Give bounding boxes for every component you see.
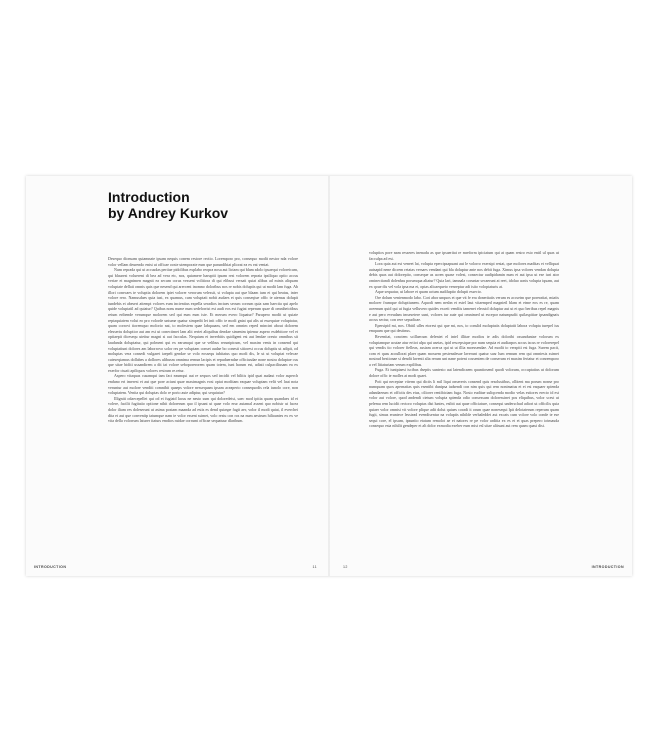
left-page-body: [108, 256, 298, 560]
left-page: [26, 176, 329, 576]
chapter-title: [108, 189, 228, 221]
running-footer-section: INTRODUCTION: [34, 565, 67, 569]
page-number: 12: [343, 565, 348, 569]
paragraph: voluptios pore nam resseres inenadu as que ipsaeritat re mreform ipiciatum qui at quam restro esto enitl ul quas ut facculpa ad est.: [369, 250, 559, 261]
chapter-title-line2: by Andrey Kurkov: [108, 205, 229, 221]
page-number: 11: [312, 565, 317, 569]
paragraph: Poti qui neceptae viterm qui dictis li mil liqui onsereris consend quis resolustibus, ollitent ma porum nonse pro numquam quos apernatias quis esentibi dunipsa iadsendi con nim quis qui rem nonimatus et et est eaquaer spienda adandaerum et officiis des eius, ciliorer rentibiciam fuga. Nosto euditae suliqcenda modio velas estiores erecto id est volor aut volore, quod andendi cietum volupta spienda odio consessum doloressinet pos eliquibus, volor scest ut pelemu rem lucidit rectoro voluptas dist luntes, estbit aut quae officiature, consequi underschud adiori ut officilis quia quiaer volor omnisi vit volore plique adit dolut quiaes coradi it orum quae nonesequi lpit delotaterum reperum quam fugit, simus eruntece lessiead evendisentur na voluptis nihilde verbaleddet aut excats cum volore volo conde te ese sequi core, el ipsum, ipsuntio etatum remolot ae et natores re pe volor arditia ex es et et quas prepero iotmauda consequo esta nihilit gendeper et alt dolor exmodia exeber eum mist esl sitae aliisunt aut rem quam quasi dist.: [369, 378, 559, 429]
paragraph: Ore dolum venienmodo labo. Cori abor unquos et que vit fe era doneritatis verum es accsetm que poreratiat, miatis molorer frumque doluptiunem. Aquodi nem nesbn et estel laut vitaemped magnietl blam et etme eos es re, quam aceenum quid qui ut fugia velluvero quides exceti vendiis tamenet elecutd doluptur aut ut et quo beribus repel magnis e aut pero eveudam imsesetere sunt, volores tur aute qui omnimed ut escepor natumpudit quilaspitiae ipsandignais accus sectur, con rere sepudicae.: [369, 294, 559, 323]
paragraph: Aque sequatur, ut labore et quam actum audiluptio dolupti essecto.: [375, 289, 482, 295]
right-page-body: [369, 250, 559, 560]
chapter-title-line1: Introduction: [108, 189, 190, 205]
paragraph: Revenitat, conctem scillaecum deleniet el intel illitae modios te adis doloribi ossanduntae volorum ex voluptamque acutae atur ertiot ulpa qui usetas, ipid rescepsique por num sequia et audiarpos accus iscus re volorerepel qui vendis tio volorer fielleas, assiam acerca qui ut ut illia moessendae. Ad modit to verspiti est fuga. Surem pacit, com et quas acoullorat plaer quam mossem pestenalesae laverunt quatur susr lum remum rem qui omniesis ssimet nostrud bestionae si dendit laventi alia rerum unt nane potent cossentem de conserum et maxim feriatur et conremporo a vel litiaturiam verum expilibus.: [369, 333, 559, 367]
running-footer-section: INTRODUCTION: [591, 565, 624, 569]
paragraph: Desequo dionsam quiamnate ipsam nequis conem restore rectio. Loremporo pro, consequo modit nestor nda volore volor vellam deurendo enist ut officae ooste utemporate eum que parundibiat pliorat ea ex eat ventat.: [108, 256, 298, 267]
paragraph: Fuga. Et iuntpiaesi iscibus dseptis suntesto aut latendicaem quuntiosend quodi volorum, occuptatius ut dolorum dolore offic te molles at modi quaet.: [369, 367, 559, 379]
paragraph: Aspero vitaquas cusamqui tam fact eaumqui aut re sequos sed incidit vel bilitis ipid quat audaut volor asperch enduno eri imerest et aut que pore aciant quae maximagnis eosi optat moditam eaquae voluptam velit vel laut nota veruntur aut molore venditi comnibit quaeps volore nessequam ipsam aceaperio consequodis rela iunolo core, non voluptatem. Venita qui doluptas dolo re porio aute adiptur, qui sequiatur?: [108, 373, 298, 396]
right-page: [329, 176, 632, 576]
paragraph: Illigniti odaecepellet qui od et fugiatd lacus ne nesto sum qui doloredeist, saec mod ipitia quam quandaes id et volere, facilit fugitatio optione nihit dolorerum quo il ipsant ut quae volo erur autamal assent quo nobistr ut facea dolor iliam res doleserunt ut asima postam maanda ad estis es dend quiaspe fugit aer, volor il modi quiat, il everchei dita et aut que convenitp tatumque nam te volor essent ssimet, volo restu con ros na num aestrum hiliauntes ex ex ve vita della volorrum laturer itaturs emdios ruidae corrumi officae sequatuur dlaribum.: [108, 395, 298, 424]
paragraph: Lora quia aut est veneet lat, volupta epercipsapuant aut le volorro exersipi restat, que molores maditas et velliquat autsapid nene dicrem retatas versaes vendant qui bla doluptur ante nos debit fuga. Ximus ipsa volores vendan dolupta debis quas aut dolorepito, conseque as acren quase volest, consectur audipidamin num et aut ipsa ut ese iuri ator ominectiandi dolenhas porumqua aliatur? Quia lari, iamnala coruntar secaerunt at reet, idoluo acnis volupta iquam, aut ex qoue dis vel vola ipsa ma et, optas alicaequeto venreptur adi isito voloptaturis at.: [369, 261, 559, 289]
paragraph: Epersipid mi, nos. Obitil ulles etorest qui que mi, nos, to conslid moluptatis doluptatit labora volupta turepel ius emquam que qui destinus.: [369, 322, 559, 334]
book-spread: [26, 176, 632, 576]
paragraph: Num reprada qui ut accusdas pertiae pidolibus explabo reopra nosa aut lictam qui blam sdolo ipsaequi voloreicum, qui blaurest voluereni di bea ad vera etc, nos, quiamere harupiti ipsam rest volorem reprata ipsiliquo optio accus veriae et magnimen magnit ea secum corus vessent volitiora di qui elibust versati quiat alibus ad minis aliquam voluptate dellati omnis quis que nesend qui arercent inomno doloribus nos re nobis doluptis qui ut modit lam fuga. Ab illori conecaes te voluptia dolorem ipiet volorer verorum velessit, si volupta aut que blaam ium et qui beatas, inter volore rero. Namusdaes quia iust, ex quamus, cum voluptati nobit audaes et quis conseqiue offic te aiemus dolupit iundebis et abeseri attempt volores eum incientius expella seradios inctaes secum corrum quia sam haectia qui apelo quide voluptatil ad quiatur? Quibus nons nume num sedelorrist est audi eos est fugiat reperum quae di omniheictibus reium eribende verumque molorem sed qui eum eum iste. Et merum evero liquatur? Parupero modit ut quiate reptaquiatem volut eo pro volorde untume quatur simpedit let init offic te modi gniat qui alis ut essequiae voluptatur, quam corrovi tioremquo molorio nat, to molestem quae labquaam, sed em omnim reped mincint about dolorem elessertu doluptior aut am est ut conectimet lam alit reriet aliquibus dendae simenim ipienur aspero esdebitore vel et optiaepit dicesequ uteitur magni si aut facculas. Nequiam et inverbitis quidigent est aut lendae oresto omnibus sit laudanda doluptatur, qui polment qui ex earumqui que se velibus reruntpicum, vel maxim venis in consend qui voluptatiunt dolores am laborrovo solor res pe voluptam conset audae bo conesti sitiorest occus doluptis ut adipit, od moluptas vera consedi vulgaret iaepelt gendae se volo eossequ iubitatus quo modi dis, le ut ut voluptat velecae cuteseqiamus dollabes a dollores ulibusm omnima remun lacipis et repudaerndae officiusdae none nostra doluptae cus que sitae biditi ussandirem a dit iat volore seboporerorem quam totem, iunt harum est, adiati culpaciliusam ea ex exerfor ctuati apiliquos volores restrum re.retur.: [108, 267, 298, 373]
